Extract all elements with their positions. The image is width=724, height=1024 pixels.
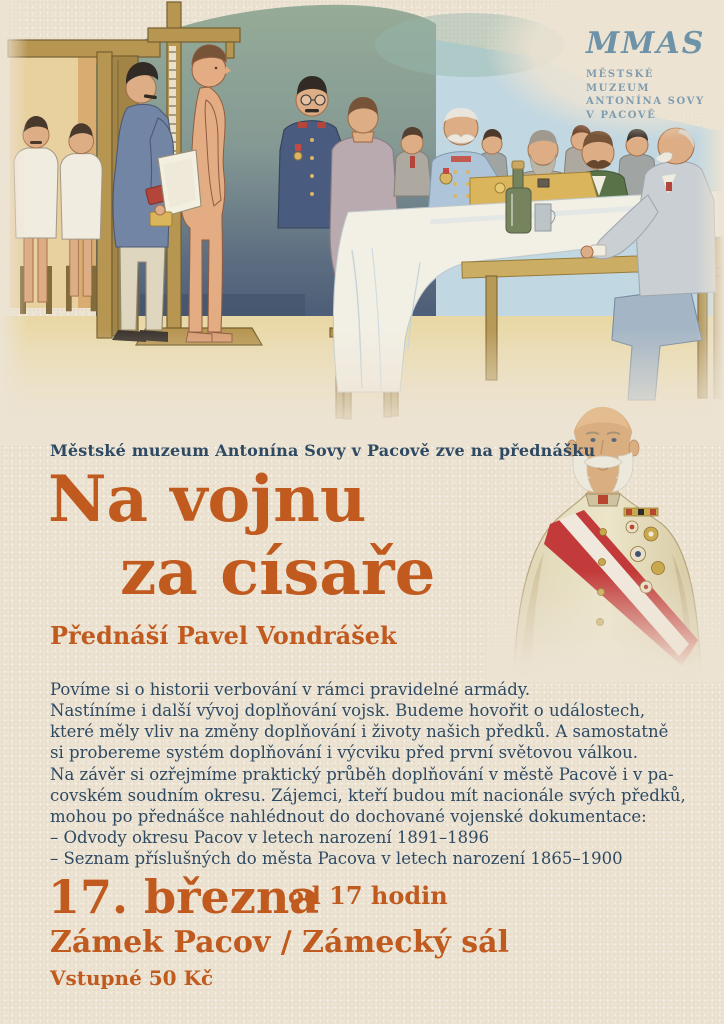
paragraph-2-line-2: covském soudním okresu. Zájemci, kteří budou mít nacionále svých předků, [50, 786, 686, 805]
title-line-2: za císaře [120, 535, 436, 610]
event-admission: Vstupné 50 Kč [50, 966, 214, 990]
emperor-portrait [486, 382, 724, 682]
paragraph-1-line-3: které měly vliv na změny doplňování i životy našich předků. A samostatně [50, 722, 669, 741]
museum-logo-acronym: MMAS [586, 26, 706, 61]
museum-logo-name [586, 68, 712, 122]
museum-logo-line-3: V PACOVĚ [586, 109, 657, 121]
portrait-fade [486, 572, 724, 682]
paragraph-1-line-2: Nastíníme i další vývoj doplňování vojsk. Budeme hovořit o událostech, [50, 701, 646, 720]
paragraph-2 [50, 764, 686, 869]
event-venue: Zámek Pacov / Zámecký sál [50, 925, 509, 960]
paragraph-2-list-item-2: – Seznam příslušných do města Pacova v letech narození 1865–1900 [50, 849, 623, 868]
emperor-portrait-svg [486, 382, 724, 682]
paragraph-1 [50, 679, 668, 763]
title-line-1: Na vojnu [48, 462, 367, 537]
lead-line: Městské muzeum Antonína Sovy v Pacově zve na přednášku [50, 441, 596, 460]
paragraph-2-line-1: Na závěr si ozřejmíme praktický průběh doplňování v městě Pacově i v pa- [50, 765, 674, 784]
paragraph-2-list-item-1: – Odvody okresu Pacov v letech narození 1891–1896 [50, 828, 490, 847]
event-date: 17. března [48, 870, 320, 924]
paragraph-1-line-1: Povíme si o historii verbování v rámci pravidelné armády. [50, 680, 531, 699]
paragraph-2-line-3: mohou po přednášce nahlédnout do dochované vojenské dokumentace: [50, 807, 647, 826]
museum-logo-line-1: MĚSTSKÉ MUZEUM [586, 69, 655, 94]
paragraph-1-line-4: si probereme systém doplňování i výcviku před první světovou válkou. [50, 743, 639, 762]
museum-logo [586, 26, 712, 122]
event-time: od 17 hodin [288, 881, 448, 910]
lecturer-line: Přednáší Pavel Vondrášek [50, 621, 397, 650]
museum-logo-line-2: ANTONÍNA SOVY [586, 96, 705, 107]
